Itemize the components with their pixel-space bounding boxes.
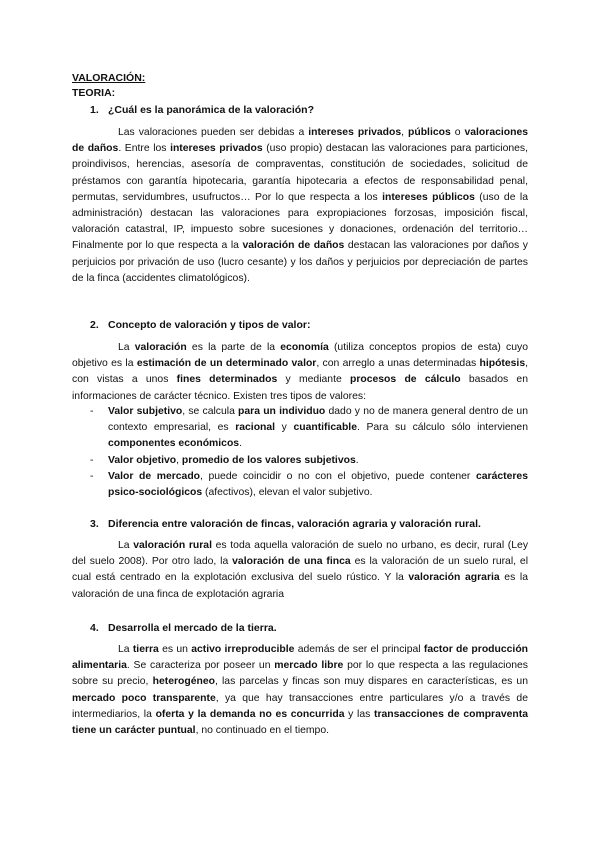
- list-item: - Valor objetivo, promedio de los valores subjetivos.: [90, 453, 528, 469]
- section-4-heading: [90, 622, 277, 634]
- section-1-heading: [90, 104, 314, 116]
- section-2-heading: [90, 319, 310, 331]
- section-title: Concepto de valoración y tipos de valor:: [108, 319, 311, 331]
- section-title: Diferencia entre valoración de fincas, valoración agraria y valoración rural.: [108, 518, 481, 530]
- section-title: ¿Cuál es la panorámica de la valoración?: [108, 104, 314, 116]
- section-number: 2.: [90, 319, 99, 331]
- document-title: VALORACIÓN:: [72, 72, 146, 84]
- value-types-list: [90, 404, 528, 501]
- document-subtitle: TEORIA:: [72, 87, 116, 99]
- section-number: 4.: [90, 622, 99, 634]
- section-1-paragraph: Las valoraciones pueden ser debidas a intereses privados, públicos o valoraciones de daños. Entre los intereses privados (uso propio) destacan las valoraciones para particiones, proindivisos, herencias, asesoría de compraventas, constitución de sociedades, solicitud de préstamos con garantía hipotecaria, garantía hipotecaria a efectos de responsabilidad penal, permutas, servidumbres, usufructos… Por lo que respecta a los intereses públicos (uso de la administración) destacan las valoraciones para expropiaciones forzosas, imposición fiscal, valoración catastral, IP, impuesto sobre sucesiones y donaciones, ordenación del territorio… Finalmente por lo que respecta a la valoración de daños destacan las valoraciones por daños y perjuicios por privación de uso (lucro cesante) y los daños y perjuicios por depreciación de partes de la finca (accidentes climatológicos).: [72, 127, 529, 284]
- section-3-heading: [90, 518, 481, 530]
- section-number: 1.: [90, 104, 99, 116]
- list-item: - Valor subjetivo, se calcula para un individuo dado y no de manera general dentro de un contexto empresarial, es racional y cuantificable. Para su cálculo sólo intervienen componentes económicos.: [90, 404, 528, 453]
- section-3-paragraph: La valoración rural es toda aquella valoración de suelo no urbano, es decir, rural (Ley del suelo 2008). Por otro lado, la valoración de una finca es la valoración de un suelo rural, el cual está centrado en la explotación exclusiva del suelo rústico. Y la valoración agraria es la valoración de una finca de explotación agraria: [72, 540, 529, 600]
- section-number: 3.: [90, 518, 99, 530]
- section-title: Desarrolla el mercado de la tierra.: [108, 622, 277, 634]
- section-4-paragraph: La tierra es un activo irreproducible además de ser el principal factor de producción alimentaria. Se caracteriza por poseer un mercado libre por lo que respecta a las regulaciones sobre su precio, heterogéneo, las parcelas y fincas son muy dispares en características, es un mercado poco transparente, ya que hay transacciones entre particulares y/o a través de intermediarios, la oferta y la demanda no es concurrida y las transacciones de compraventa tiene un carácter puntual, no continuado en el tiempo.: [72, 644, 529, 737]
- list-item: - Valor de mercado, puede coincidir o no con el objetivo, puede contener carácteres psico-sociológicos (afectivos), elevan el valor subjetivo.: [90, 469, 528, 501]
- section-2-paragraph: La valoración es la parte de la economía (utiliza conceptos propios de esta) cuyo objetivo es la estimación de un determinado valor, con arreglo a unas determinadas hipótesis, con vistas a unos fines determinados y mediante procesos de cálculo basados en informaciones de carácter técnico. Existen tres tipos de valores:: [72, 342, 528, 402]
